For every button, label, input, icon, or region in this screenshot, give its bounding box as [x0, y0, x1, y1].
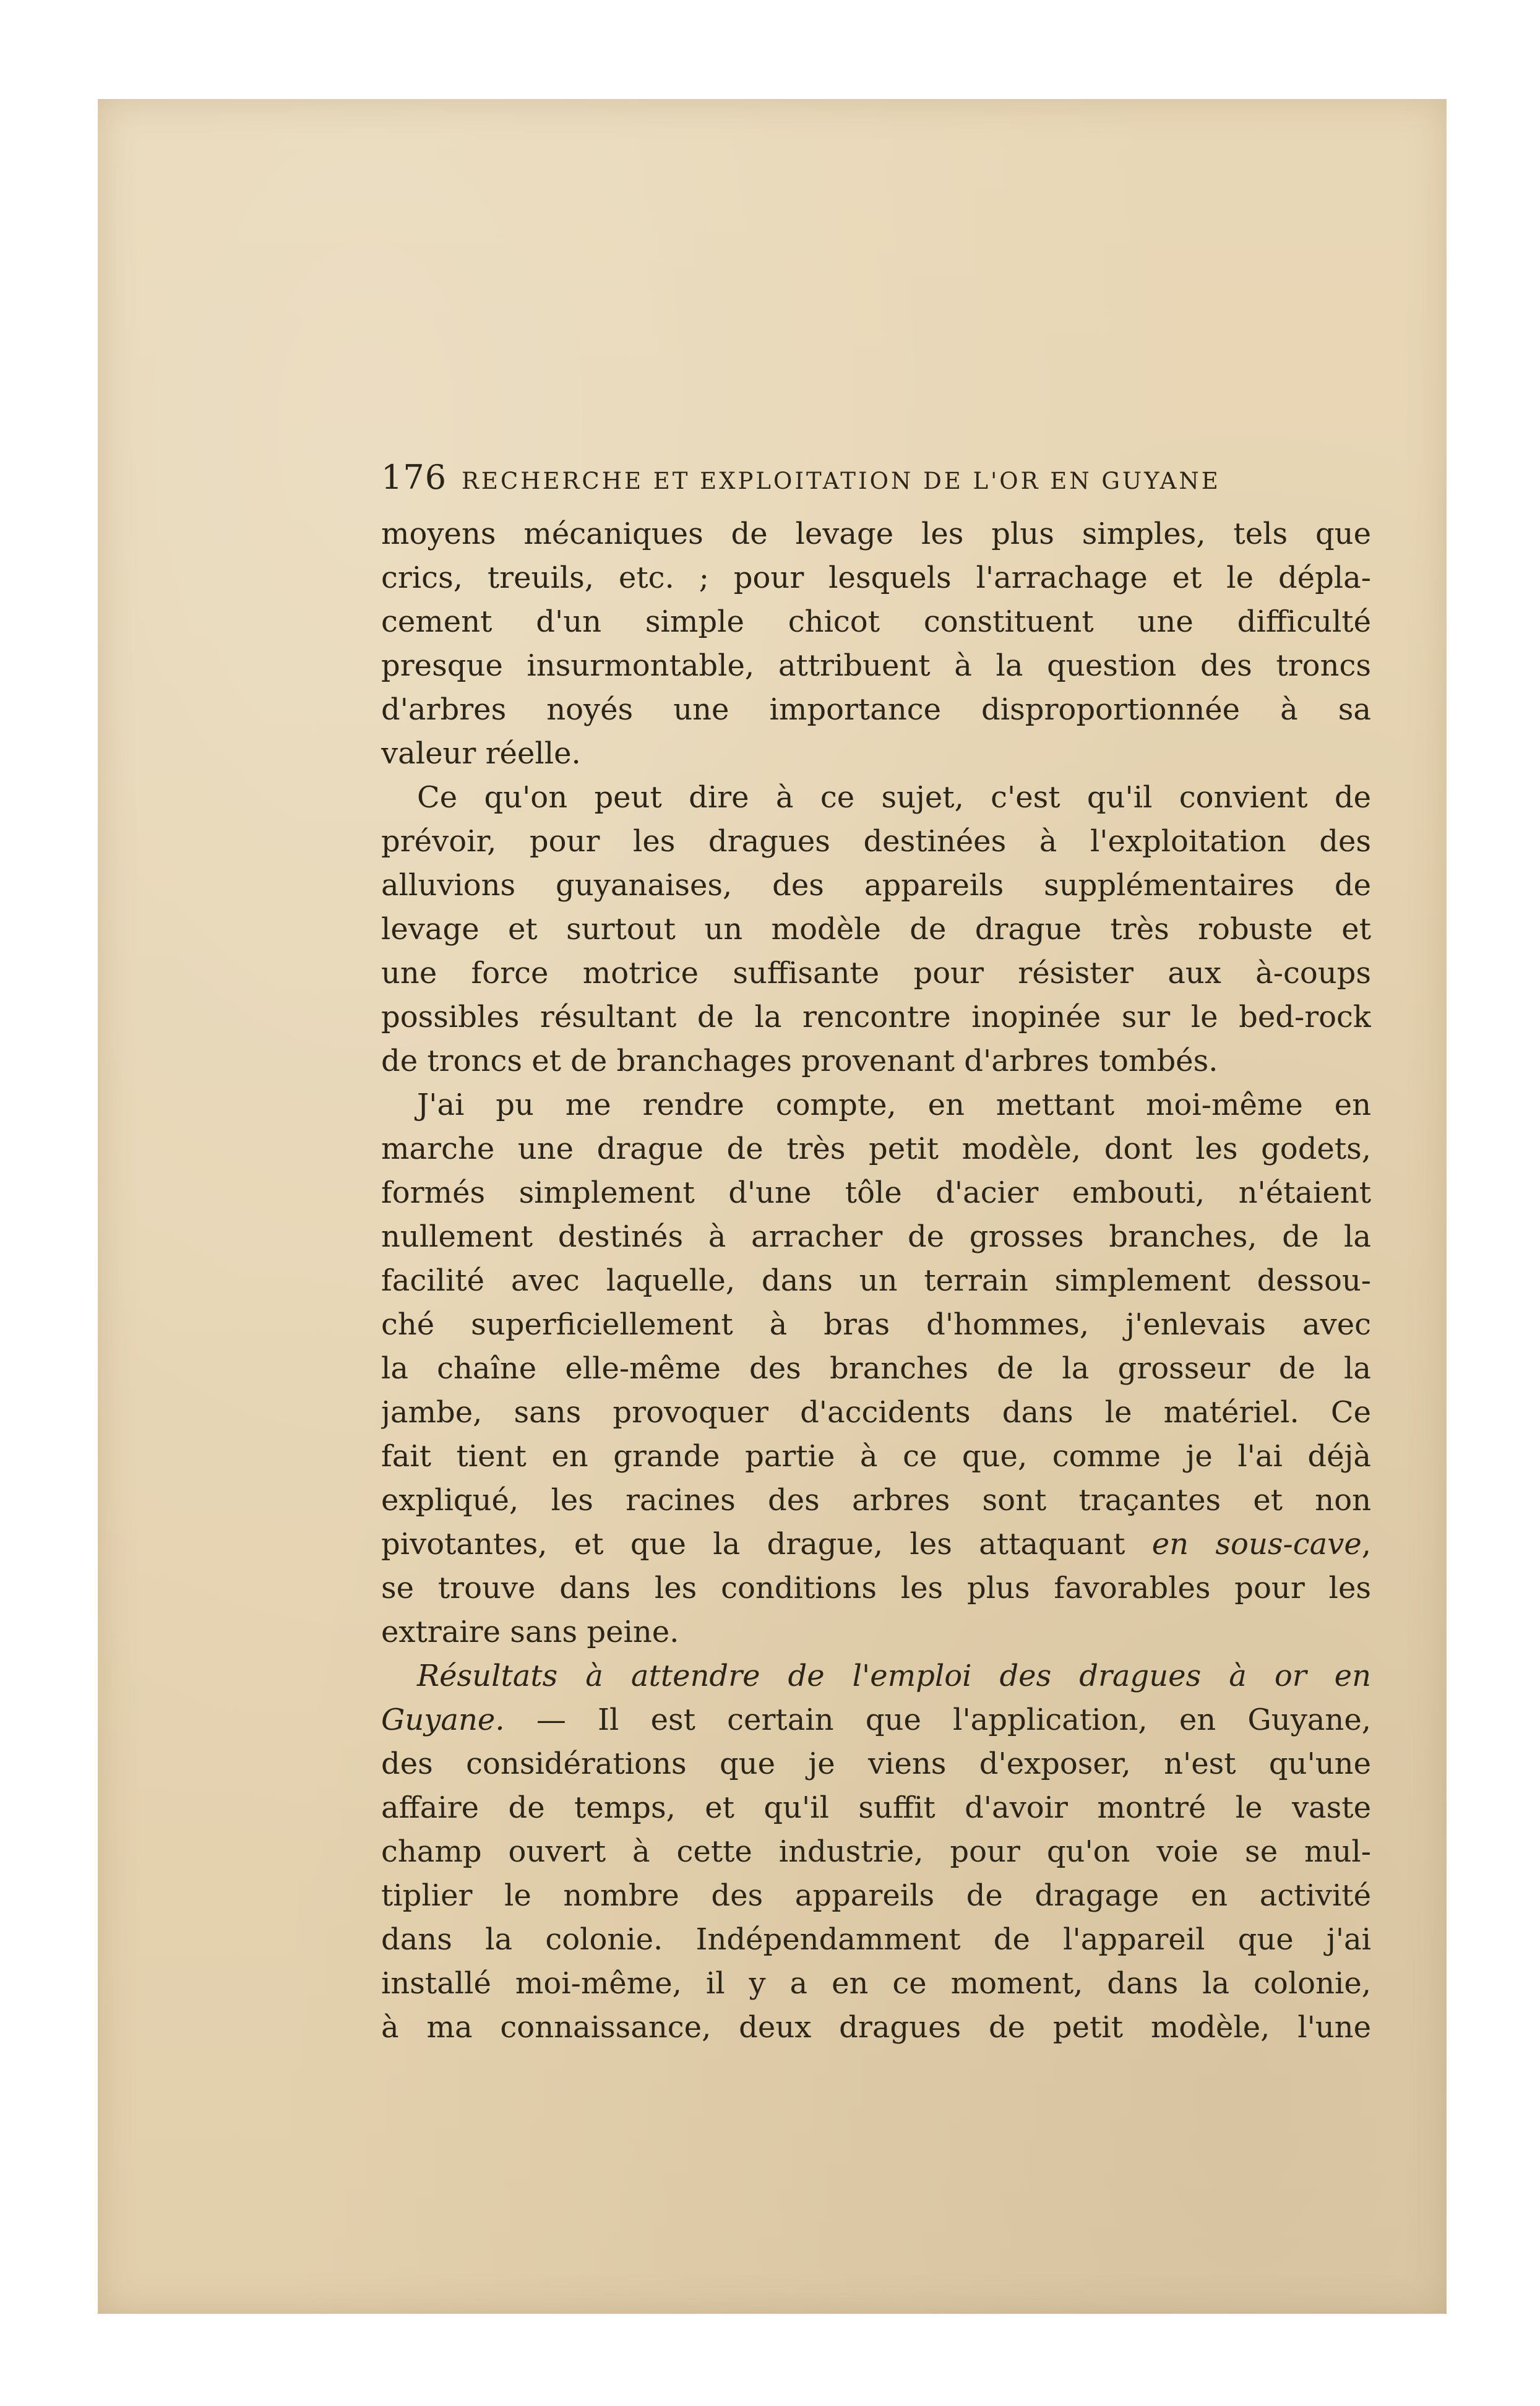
text-line: levage et surtout un modèle de drague très robuste et — [381, 912, 1371, 947]
text-line: de troncs et de branchages provenant d'arbres tombés. — [381, 1044, 1218, 1078]
page-text-block — [381, 458, 1371, 2050]
text-line: alluvions guyanaises, des appareils supplémentaires de — [381, 868, 1371, 903]
text-line: cement d'un simple chicot constituent une difficulté — [381, 604, 1371, 639]
running-title: RECHERCHE ET EXPLOITATION DE L'OR EN GUYANE — [462, 468, 1221, 494]
text-line — [381, 1523, 1371, 1566]
text-line: expliqué, les racines des arbres sont traçantes et non — [381, 1483, 1371, 1518]
text-line: facilité avec laquelle, dans un terrain simplement dessou- — [381, 1263, 1371, 1298]
text-line: prévoir, pour les dragues destinées à l'exploitation des — [381, 824, 1371, 859]
text-line: champ ouvert à cette industrie, pour qu'on voie se mul- — [381, 1834, 1371, 1869]
text-line: jambe, sans provoquer d'accidents dans le matériel. Ce — [381, 1395, 1371, 1430]
text-line: presque insurmontable, attribuent à la question des troncs — [381, 648, 1371, 683]
text-line: ché superficiellement à bras d'hommes, j'enlevais avec — [381, 1307, 1371, 1342]
section-heading-line: Résultats à attendre de l'emploi des dragues à or en — [417, 1659, 1371, 1693]
scanned-page — [98, 99, 1447, 2314]
text-line: J'ai pu me rendre compte, en mettant moi-même en — [417, 1088, 1371, 1122]
text-line — [381, 1698, 1371, 1742]
text-line: dans la colonie. Indépendamment de l'appareil que j'ai — [381, 1922, 1371, 1957]
text-line: extraire sans peine. — [381, 1615, 679, 1649]
section-heading-end: Guyane. — [381, 1703, 505, 1737]
text-run: , — [1361, 1527, 1371, 1562]
text-run: — Il est certain que l'application, en Guyane, — [504, 1703, 1371, 1737]
running-header — [381, 458, 1371, 512]
text-line: une force motrice suffisante pour résister aux à-coups — [381, 956, 1371, 990]
text-line: installé moi-même, il y a en ce moment, dans la colonie, — [381, 1966, 1371, 2001]
text-line: se trouve dans les conditions les plus favorables pour les — [381, 1571, 1371, 1605]
text-line: valeur réelle. — [381, 736, 581, 771]
text-line: des considérations que je viens d'exposer, n'est qu'une — [381, 1746, 1371, 1781]
text-line: nullement destinés à arracher de grosses branches, de la — [381, 1219, 1371, 1254]
text-line: affaire de temps, et qu'il suffit d'avoir montré le vaste — [381, 1790, 1371, 1825]
text-run: pivotantes, et que la drague, les attaquant — [381, 1527, 1152, 1562]
paragraph-1 — [381, 512, 1371, 776]
paragraph-4 — [381, 1654, 1371, 2050]
italic-term: en sous-cave — [1151, 1527, 1362, 1562]
text-line: tiplier le nombre des appareils de dragage en activité — [381, 1878, 1371, 1913]
text-line: possibles résultant de la rencontre inopinée sur le bed-rock — [381, 1000, 1371, 1034]
text-line: à ma connaissance, deux dragues de petit modèle, l'une — [381, 2010, 1371, 2045]
paragraph-3 — [381, 1083, 1371, 1654]
text-line: la chaîne elle-même des branches de la grosseur de la — [381, 1351, 1371, 1386]
text-line: fait tient en grande partie à ce que, comme je l'ai déjà — [381, 1439, 1371, 1474]
text-line: crics, treuils, etc. ; pour lesquels l'arrachage et le dépla- — [381, 561, 1371, 595]
page-number: 176 — [381, 458, 447, 497]
text-line: Ce qu'on peut dire à ce sujet, c'est qu'il convient de — [417, 780, 1371, 815]
text-line: d'arbres noyés une importance disproportionnée à sa — [381, 692, 1371, 727]
text-line: moyens mécaniques de levage les plus simples, tels que — [381, 517, 1371, 551]
text-line: marche une drague de très petit modèle, dont les godets, — [381, 1132, 1371, 1166]
paragraph-2 — [381, 776, 1371, 1083]
text-line: formés simplement d'une tôle d'acier embouti, n'étaient — [381, 1175, 1371, 1210]
